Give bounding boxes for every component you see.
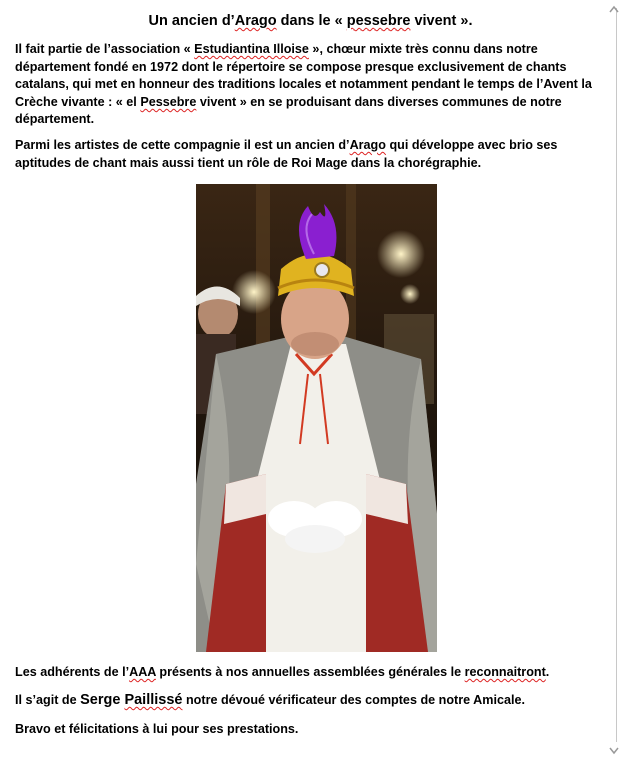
roi-mage-photo	[196, 184, 437, 652]
paragraph-bravo: Bravo et félicitations à lui pour ses prestations.	[15, 722, 299, 736]
spellcheck-word: Arago	[234, 13, 277, 29]
paragraph-adherents: Les adhérents de l’AAA présents à nos annuelles assemblées générales le reconnaitront.	[15, 665, 550, 679]
roi-mage-photo-drawing	[196, 184, 437, 652]
spellcheck-word: Estudiantina Illoise	[194, 42, 309, 56]
spellcheck-word: reconnaitront	[464, 665, 546, 679]
person-name: Serge Paillissé	[80, 692, 183, 708]
article-title: Un ancien d’Arago dans le « pessebre vivent ».	[148, 13, 473, 29]
spellcheck-word: AAA	[129, 665, 156, 679]
spellcheck-word: Pessebre	[140, 94, 197, 109]
paragraph-serge: Il s’agit de Serge Paillissé notre dévoué vérificateur des comptes de notre Amicale.	[15, 692, 525, 708]
scroll-down-arrow-icon[interactable]	[609, 742, 619, 750]
spellcheck-word: pessebre	[346, 13, 411, 29]
paragraph-artists: Parmi les artistes de cette compagnie il est un ancien d’Arago qui développe avec brio ses aptitudes de chant mais aussi tient un rôle de Roi Mage dans la chorégraphie.	[15, 138, 558, 170]
scroll-up-arrow-icon[interactable]	[609, 0, 619, 8]
spellcheck-word: Paillissé	[124, 692, 183, 708]
spellcheck-word: Arago	[349, 138, 386, 152]
paragraph-association: Il fait partie de l’association « Estudiantina Illoise », chœur mixte très connu dans notre département fondé en 1972 dont le répertoire se compose presque exclusivement de chants catalans, qui met en honneur des traditions locales et notamment pendant le temps de l’Avent la Crèche vivante : « el Pessebre vivent » en se produisant dans diverses communes de notre département.	[15, 42, 592, 127]
page-edge	[616, 8, 617, 742]
